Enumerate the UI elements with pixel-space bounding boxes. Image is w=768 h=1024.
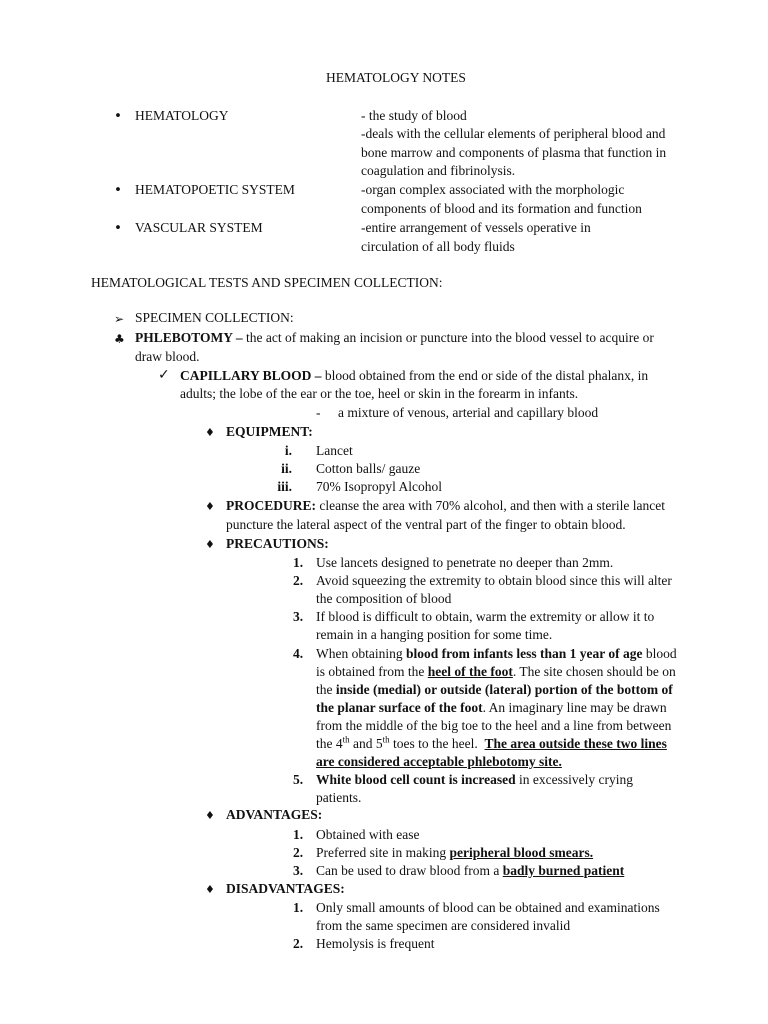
definition-line: - the study of blood xyxy=(361,108,467,123)
diamond-bullet-icon: ♦ xyxy=(205,883,215,896)
capillary-dash: - xyxy=(316,405,321,420)
capillary-line-2: adults; the lobe of the ear or the toe, heel or skin in the forearm in infants. xyxy=(180,386,579,401)
emphasis: inside (medial) or outside (lateral) portion of the bottom of xyxy=(335,682,673,697)
precaution-text: If blood is difficult to obtain, warm the extremity or allow it to xyxy=(316,609,655,624)
superscript: th xyxy=(382,734,390,745)
equipment-heading: EQUIPMENT: xyxy=(226,424,313,439)
phlebotomy-line-1 xyxy=(135,329,654,347)
text: in excessively crying xyxy=(515,772,633,787)
club-bullet-icon: ♣ xyxy=(114,332,125,346)
emphasis: heel of the foot xyxy=(427,664,513,679)
text: blood xyxy=(642,646,677,661)
precaution-4-line-7: are considered acceptable phlebotomy site. xyxy=(316,754,562,769)
precaution-4-line-1 xyxy=(316,645,677,663)
definition-line: -organ complex associated with the morphologic xyxy=(361,182,625,197)
capillary-term: CAPILLARY BLOOD – xyxy=(180,368,322,383)
diamond-bullet-icon: ♦ xyxy=(205,426,215,439)
emphasis: White blood cell count is increased xyxy=(316,772,516,787)
disadvantage-num: 1. xyxy=(293,900,304,915)
superscript: th xyxy=(342,734,350,745)
text: . The site chosen should be on xyxy=(512,664,676,679)
equipment-item: Cotton balls/ gauze xyxy=(316,461,421,476)
precaution-4-line-6 xyxy=(316,735,667,753)
definition-line: -entire arrangement of vessels operative in xyxy=(361,220,591,235)
precaution-num: 2. xyxy=(293,573,304,588)
text: Preferred site in making xyxy=(316,845,450,860)
diamond-bullet-icon: ♦ xyxy=(205,809,215,822)
precaution-4-line-4 xyxy=(316,699,667,717)
disadvantage-text: from the same specimen are considered invalid xyxy=(316,918,571,933)
emphasis: the planar surface of the foot xyxy=(316,700,483,715)
definition-term-hematology: HEMATOLOGY xyxy=(135,108,229,123)
precaution-num: 1. xyxy=(293,555,304,570)
phlebotomy-term: PHLEBOTOMY – xyxy=(135,330,243,345)
precaution-num: 4. xyxy=(293,646,304,661)
precaution-4-line-2 xyxy=(316,663,676,681)
checkmark-icon: ✓ xyxy=(158,367,170,383)
procedure-text: cleanse the area with 70% alcohol, and then with a sterile lancet xyxy=(316,498,665,513)
definition-line: circulation of all body fluids xyxy=(361,239,515,254)
capillary-line-1 xyxy=(180,367,648,385)
text: . An imaginary line may be drawn xyxy=(482,700,667,715)
arrow-bullet-icon: ➢ xyxy=(114,312,125,326)
phlebotomy-text: the act of making an incision or puncture into the blood vessel to acquire or xyxy=(242,330,654,345)
text: the xyxy=(316,682,336,697)
capillary-text: blood obtained from the end or side of the distal phalanx, in xyxy=(321,368,649,383)
diamond-bullet-icon: ♦ xyxy=(205,538,215,551)
page-title: HEMATOLOGY NOTES xyxy=(326,70,466,85)
precaution-num: 3. xyxy=(293,609,304,624)
bullet-icon: • xyxy=(114,108,122,124)
text: and 5 xyxy=(349,736,383,751)
procedure-line-2: puncture the lateral aspect of the ventral part of the finger to obtain blood. xyxy=(226,517,626,532)
advantages-heading: ADVANTAGES: xyxy=(226,807,323,822)
advantage-num: 2. xyxy=(293,845,304,860)
emphasis: The area outside these two lines xyxy=(484,736,667,751)
precaution-5-line-1 xyxy=(316,771,633,789)
specimen-collection-heading: SPECIMEN COLLECTION: xyxy=(135,310,294,325)
precaution-text: remain in a hanging position for some time. xyxy=(316,627,553,642)
procedure-term: PROCEDURE: xyxy=(226,498,316,513)
precaution-text: the composition of blood xyxy=(316,591,452,606)
equipment-item: 70% Isopropyl Alcohol xyxy=(316,479,442,494)
bullet-icon: • xyxy=(114,220,122,236)
equipment-num: iii. xyxy=(277,479,292,494)
advantage-2-line xyxy=(316,844,593,862)
precautions-heading: PRECAUTIONS: xyxy=(226,536,329,551)
text: is obtained from the xyxy=(316,664,428,679)
procedure-line-1 xyxy=(226,497,665,515)
phlebotomy-line-2: draw blood. xyxy=(135,349,200,364)
definition-line: components of blood and its formation and function xyxy=(361,201,642,216)
capillary-note: a mixture of venous, arterial and capillary blood xyxy=(338,405,599,420)
definition-term-vascular: VASCULAR SYSTEM xyxy=(135,220,263,235)
advantage-num: 3. xyxy=(293,863,304,878)
text: When obtaining xyxy=(316,646,406,661)
equipment-item: Lancet xyxy=(316,443,353,458)
diamond-bullet-icon: ♦ xyxy=(205,500,215,513)
text: Can be used to draw blood from a xyxy=(316,863,503,878)
disadvantage-num: 2. xyxy=(293,936,304,951)
definition-term-hematopoetic: HEMATOPOETIC SYSTEM xyxy=(135,182,295,197)
equipment-num: i. xyxy=(284,443,292,458)
precaution-text: Use lancets designed to penetrate no deeper than 2mm. xyxy=(316,555,614,570)
definition-line: coagulation and fibrinolysis. xyxy=(361,163,516,178)
disadvantage-text: Hemolysis is frequent xyxy=(316,936,435,951)
precaution-num: 5. xyxy=(293,772,304,787)
emphasis: peripheral blood smears. xyxy=(449,845,594,860)
precaution-5-line-2: patients. xyxy=(316,790,362,805)
emphasis: blood from infants less than 1 year of age xyxy=(405,646,643,661)
precaution-4-line-5: from the middle of the big toe to the heel and a line from between xyxy=(316,718,672,733)
disadvantage-text: Only small amounts of blood can be obtained and examinations xyxy=(316,900,660,915)
precaution-4-line-3 xyxy=(316,681,673,699)
advantage-text: Obtained with ease xyxy=(316,827,420,842)
advantage-num: 1. xyxy=(293,827,304,842)
disadvantages-heading: DISADVANTAGES: xyxy=(226,881,345,896)
section-heading: HEMATOLOGICAL TESTS AND SPECIMEN COLLECTION: xyxy=(91,275,443,290)
precaution-text: Avoid squeezing the extremity to obtain blood since this will alter xyxy=(316,573,672,588)
definition-line: -deals with the cellular elements of peripheral blood and xyxy=(361,126,666,141)
bullet-icon: • xyxy=(114,182,122,198)
text: the 4 xyxy=(316,736,343,751)
text: toes to the heel. xyxy=(389,736,485,751)
equipment-num: ii. xyxy=(281,461,292,476)
advantage-3-line xyxy=(316,862,624,880)
definition-line: bone marrow and components of plasma that function in xyxy=(361,145,667,160)
emphasis: badly burned patient xyxy=(502,863,625,878)
